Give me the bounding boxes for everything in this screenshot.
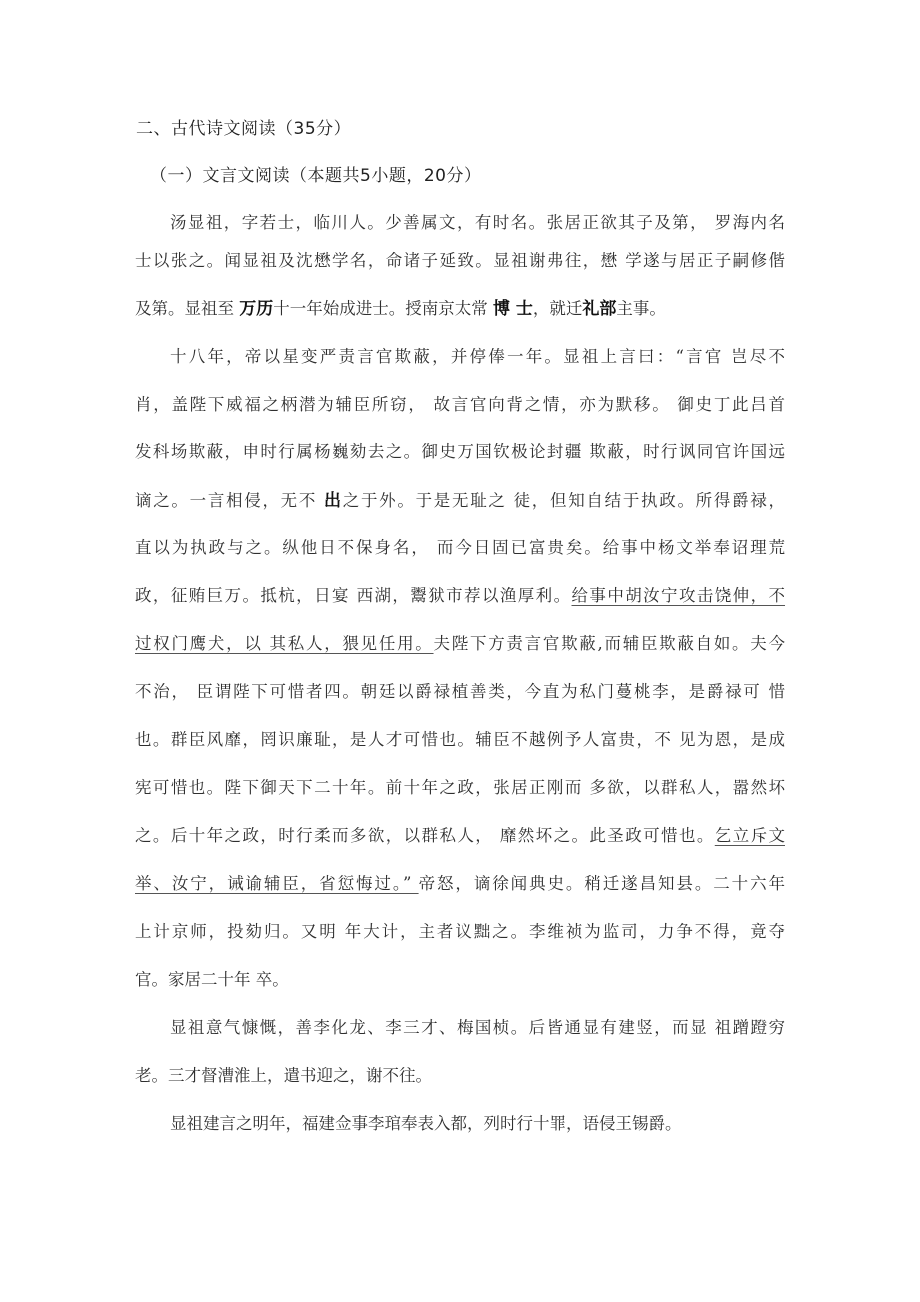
underlined-sentence: 举、汝宁，诫谕辅臣，省愆悔过。” [135,874,419,893]
subsection-title: （一）文言文阅读（本题共5小题，20分） [150,166,482,186]
passage-line [135,873,785,895]
text-segment: 政，征贿巨万。抵杭，日宴 西湖，鬻狱市荐以渔厚利。 [135,586,572,605]
underlined-sentence: 给事中胡汝宁攻击饶伸，不 [571,586,786,605]
passage-line [135,921,785,943]
passage-line [135,969,785,991]
text-segment: 显祖建言之明年，福建佥事李琯奉表入都，列时行十罪，语侵王锡爵。 [170,1114,682,1133]
passage-line [135,681,785,703]
passage-line [170,1017,785,1039]
text-segment: 宪可惜也。陛下御天下二十年。前十年之政，张居正刚而 多欲，以群私人，嚣然坏 [135,778,785,797]
section-title: 二、古代诗文阅读（35分） [136,119,352,139]
passage-line [170,346,785,368]
bold-term: 礼部 [582,299,617,319]
text-segment: 主事。 [616,299,666,318]
text-segment: 发科场欺蔽，申时行属杨巍劾去之。御史万国钦极论封疆 欺蔽，时行讽同官许国远 [135,442,785,461]
passage-line [135,825,785,847]
text-segment: 夫陛下方责言官欺蔽,而辅臣欺蔽自如。夫今 [433,634,785,653]
text-segment: 官。家居二十年 卒。 [135,970,289,989]
passage-line [135,777,785,799]
text-segment: 十八年，帝以星变严责言官欺蔽，并停俸一年。显祖上言曰：“言官 岂尽不 [170,347,785,366]
text-segment: 直以为执政与之。纵他日不保身名， 而今日固已富贵矣。给事中杨文举奉诏理荒 [135,538,785,557]
bold-term: 博 士 [493,299,533,319]
text-segment: 上计京师，投劾归。又明 年大计，主者议黜之。李维祯为监司，力争不得，竟夺 [135,922,785,941]
text-segment: 显祖意气慷慨，善李化龙、李三才、梅国桢。后皆通显有建竖，而显 祖蹭蹬穷 [170,1018,785,1037]
bold-term: 出 [324,491,343,511]
passage-line [170,1113,785,1135]
passage-line [135,441,785,463]
text-segment: 帝怒，谪徐闻典史。稍迁遂昌知县。二十六年 [418,874,785,893]
passage-line [135,729,785,751]
text-segment: 及第。显祖至 [135,299,240,318]
passage-line [135,298,785,320]
passage-line [135,250,785,272]
passage-line [135,585,785,607]
text-segment: 士以张之。闻显祖及沈懋学名，命诸子延致。显祖谢弗往，懋 学遂与居正子嗣修偕 [135,251,785,270]
text-segment: 汤显祖，字若士，临川人。少善属文，有时名。张居正欲其子及第， 罗海内名 [170,213,785,232]
underlined-sentence: 乞立斥文 [714,826,785,845]
passage-line [135,490,785,512]
text-segment: 老。三才督漕淮上，遣书迎之，谢不往。 [135,1066,432,1085]
text-segment: 肖，盖陛下威福之柄潜为辅臣所窃， 故言官向背之情，亦为默移。 御史丁此吕首 [135,395,785,414]
underlined-sentence: 过权门鹰犬，以 其私人，猥见任用。 [135,634,434,653]
text-segment: 也。群臣风靡，罔识廉耻，是人才可惜也。辅臣不越例予人富贵，不 见为恩，是成 [135,730,785,749]
text-segment: 谪之。一言相侵，无不 [135,491,325,510]
bold-term: 万历 [239,299,274,319]
passage-line [135,537,785,559]
passage-line [135,1065,785,1087]
passage-line [135,394,785,416]
text-segment: 之于外。于是无耻之 徒，但知自结于执政。所得爵禄， [342,491,786,510]
passage-line [170,212,785,234]
passage-line [135,633,785,655]
text-segment: ，就迁 [532,299,583,318]
text-segment: 十一年始成进士。授南京太常 [273,299,493,318]
text-segment: 之。后十年之政，时行柔而多欲，以群私人， 靡然坏之。此圣政可惜也。 [135,826,715,845]
text-segment: 不治， 臣谓陛下可惜者四。朝廷以爵禄植善类，今直为私门蔓桃李，是爵禄可 惜 [135,682,785,701]
